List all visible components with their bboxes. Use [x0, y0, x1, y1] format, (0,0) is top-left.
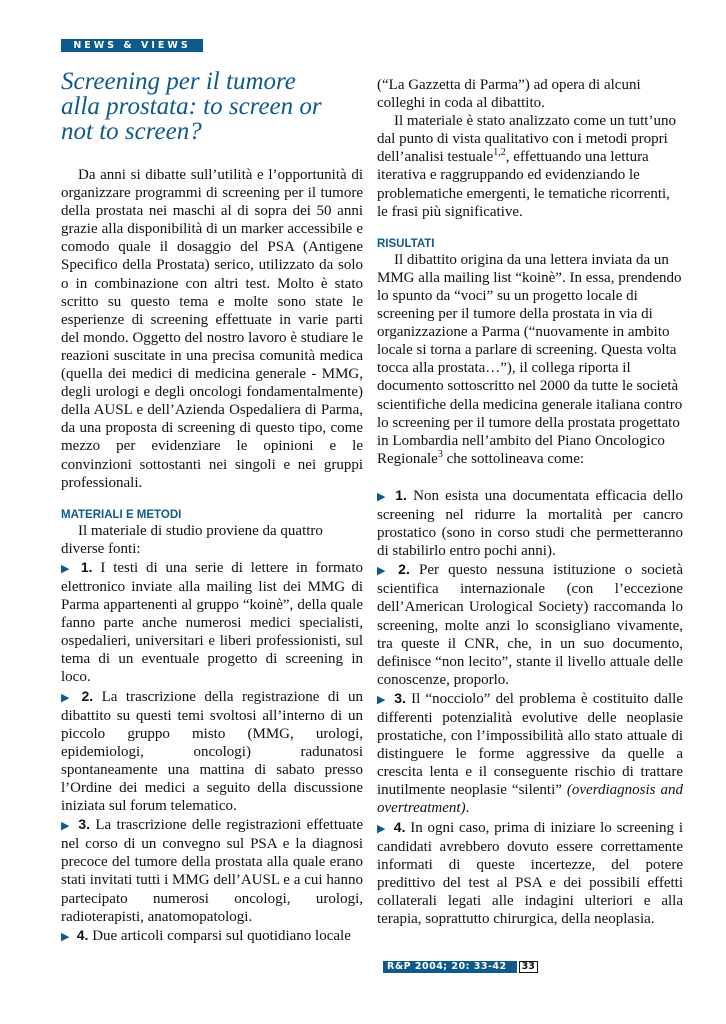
item-text: Due articoli comparsi sul quotidiano locale: [92, 927, 351, 944]
bullet-arrow-icon: ▶: [377, 490, 386, 503]
journal-citation: R&P 2004; 20: 33-42: [383, 961, 517, 973]
page-number: 33: [519, 961, 538, 973]
bullet-arrow-icon: ▶: [377, 565, 386, 578]
bullet-arrow-icon: ▶: [61, 930, 70, 943]
item-number: 2.: [81, 687, 94, 704]
item-number: 4.: [76, 926, 89, 943]
analysis-text-end: , effettuando una lettura iterativa e raggruppando ed evidenziando le problematiche emergenti, le tematiche ricorrenti, le frasi più significative.: [377, 149, 670, 220]
item-number: 3.: [394, 689, 406, 706]
methods-continuation: (“La Gazzetta di Parma”) ad opera di alcuni colleghi in coda al dibattito.: [377, 77, 641, 112]
item-text: Non esista una documentata efficacia dello screening nel ridurre la mortalità per cancro prostatico (sono in corso studi che permetteranno di stabilirlo entro pochi anni).: [377, 487, 683, 560]
item-text: I testi di una serie di lettere in formato elettronico inviate alla mailing list dei MMG di Parma appartenenti al gruppo “koinè”, della quale fanno parte anche numerosi medici specialisti, ospedalieri, universitari e liberi professionisti, sul tema di un eventuale progetto di screening in loco.: [61, 559, 364, 686]
item-number: 4.: [393, 818, 406, 835]
footnote-ref: 3: [437, 448, 443, 460]
methods-item: [61, 687, 363, 816]
analysis-text: Il materiale è stato analizzato come un tutt’uno dal punto di vista qualitativo con i metodi propri dell’analisi testuale: [377, 113, 676, 166]
methods-intro: Il materiale di studio proviene da quattro diverse fonti:: [61, 522, 323, 557]
item-number: 1.: [395, 486, 407, 503]
footnote-ref: 1,2: [493, 147, 506, 159]
section-tag: NEWS & VIEWS: [61, 39, 203, 52]
page-footer: [383, 961, 538, 973]
results-item: [377, 689, 683, 818]
article-title: Screening per il tumore alla prostata: to screen or not to screen?: [61, 68, 322, 145]
methods-analysis-paragraph: [377, 112, 683, 221]
results-item: [377, 486, 683, 560]
methods-item: [61, 558, 363, 687]
item-number: 2.: [398, 561, 410, 578]
results-text: Il dibattito origina da una lettera inviata da un MMG alla mailing list “koinè”. In essa, prendendo lo spunto da “voci” su un progetto locale di screening per il tumore della prostata in via di organizzazione a Parma (“nuovamente in ambito locale si torna a parlare di screening. Questa volta tocca alla prostata…”), il collega riporta il documento sottoscritto nel 2000 da tutte le società scientifiche della medicina generale italiana contro lo screening per il tumore della prostata progettato in Lombardia nell’ambito del Piano Oncologico Regionale: [377, 251, 683, 467]
item-text: In ogni caso, prima di iniziare lo screening i candidati avrebbero dovuto essere correttamente informati di queste incertezze, del potere predittivo del test al PSA e dei possibili effetti collaterali legati alle indagini ulteriori e alla terapia, soprattutto chirurgica, della neoplasia.: [377, 819, 683, 928]
methods-heading: MATERIALI E METODI: [61, 508, 182, 521]
item-text: La trascrizione della registrazione di un dibattito su questi temi svoltosi all’interno di un piccolo gruppo misto (MMG, urologi, epidemiologi, oncologi) radunatosi spontaneamente una mattina di sabato presso l’Ordine dei medici a seguito della discussione iniziata sul forum telematico.: [61, 688, 364, 815]
item-text: La trascrizione delle registrazioni effettuate nel corso di un convegno sul PSA e la diagnosi precoce del tumore della prostata alla quale erano stati invitati tutti i MMG dell’AUSL e a cui hanno partecipato numerosi oncologi, urologi, radioterapisti, anatomopatologi.: [61, 817, 363, 925]
item-number: 3.: [78, 816, 91, 833]
item-text: Il “nocciolo” del problema è costituito dalle differenti potenzialità evolutive delle neoplasie prostatiche, con l’impossibilità allo stato attuale di distinguere le forme aggressive da quelle a crescita lenta e il conseguente rischio di trattare inutilmente neoplasie “silenti”: [377, 690, 684, 799]
bullet-arrow-icon: ▶: [377, 693, 386, 706]
intro-paragraph: Da anni si dibatte sull’utilità e l’opportunità di organizzare programmi di screening per il tumore della prostata nei maschi al di sopra dei 50 anni grazie alla disponibilità di un marker accessibile e comodo quale il dosaggio del PSA (Antigene Specifico della Prostata) serico, utilizzato da solo o in combinazione con altri test. Molto è stato scritto su questo tema e molte sono state le esperienze di screening effettuate in varie parti del mondo. Oggetto del nostro lavoro è studiare le reazioni suscitate in una precisa comunità medica (quella dei medici di medicina generale - MMG, degli urologi e degli oncologi fondamentalmente) della AUSL e dell’Azienda Ospedaliera di Parma, da una proposta di screening di questo tipo, come mezzo per evidenziare le opinioni e le convinzioni sottostanti nei singoli e nei gruppi professionali.: [61, 167, 363, 491]
bullet-arrow-icon: ▶: [61, 691, 70, 704]
results-paragraph: [377, 251, 683, 468]
item-text: Per questo nessuna istituzione o società scientifica internazionale (con l’eccezione dell’American Urological Society) raccomanda lo screening, molte anzi lo sconsigliano vivamente, tra queste il CNR, che, in un suo documento, definisce “non lecito”, stante il livello attuale delle conoscenze, proporlo.: [377, 562, 684, 688]
results-text-end: che sottolineava come:: [442, 450, 585, 467]
methods-item: [61, 815, 363, 926]
bullet-arrow-icon: ▶: [61, 820, 70, 833]
column-left: [61, 166, 363, 946]
bullet-arrow-icon: ▶: [377, 822, 386, 835]
results-heading: RISULTATI: [377, 237, 435, 250]
methods-item: [61, 926, 363, 946]
item-tail: .: [465, 800, 470, 817]
item-number: 1.: [80, 558, 93, 575]
results-item: [377, 560, 683, 689]
results-item: [377, 818, 683, 929]
item-emphasis: (overdiagnosis and overtreatment): [377, 782, 683, 817]
bullet-arrow-icon: ▶: [61, 562, 70, 575]
column-right: [377, 76, 683, 928]
